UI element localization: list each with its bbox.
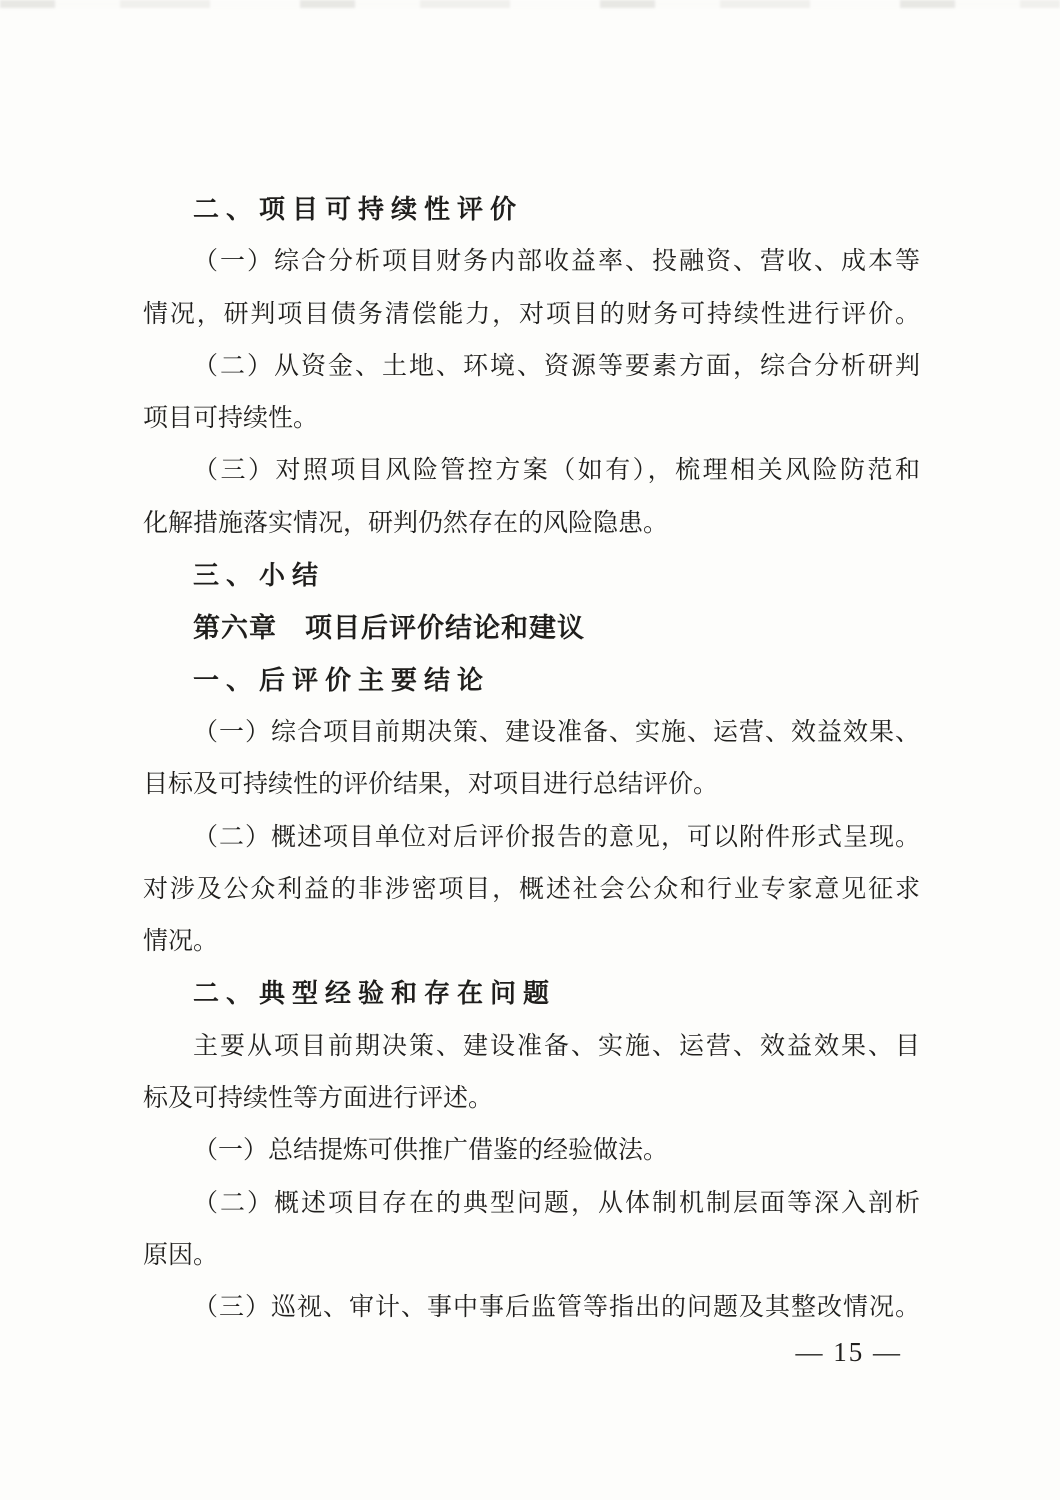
doc-line-body: 情况，研判项目债务清偿能力，对项目的财务可持续性进行评价。 [143,300,920,328]
page-number: — 15 — [795,1337,902,1367]
doc-line-body: 情况。 [143,928,219,956]
doc-line-chapter: 第六章 项目后评价结论和建议 [193,613,585,644]
doc-line-section: 二、项目可持续性评价 [193,195,524,224]
doc-line-body: （二）概述项目存在的典型问题，从体制机制层面等深入剖析 [193,1189,920,1217]
doc-line-body: （三）巡视、审计、事中事后监管等指出的问题及其整改情况。 [193,1294,920,1322]
doc-line-body: （三）对照项目风险管控方案（如有），梳理相关风险防范和 [193,457,920,485]
doc-line-section: 一、后评价主要结论 [193,665,491,695]
doc-line-body: 目标及可持续性的评价结果，对项目进行总结评价。 [143,771,719,799]
document-text [143,184,920,1335]
doc-line-body: 标及可持续性等方面进行评述。 [143,1085,494,1113]
doc-line-body: （二）概述项目单位对后评价报告的意见，可以附件形式呈现。 [193,823,920,851]
doc-line-body: 化解措施落实情况，研判仍然存在的风险隐患。 [143,509,669,537]
doc-line-section: 三、小结 [193,561,326,591]
doc-line-body: 项目可持续性。 [143,405,319,433]
doc-line-body: 原因。 [143,1241,219,1269]
doc-line-body: （一）综合分析项目财务内部收益率、投融资、营收、成本等 [193,248,920,276]
doc-line-section: 二、典型经验和存在问题 [193,979,557,1009]
doc-line-body: （一）综合项目前期决策、建设准备、实施、运营、效益效果、 [193,718,920,746]
doc-line-body: 对涉及公众利益的非涉密项目，概述社会公众和行业专家意见征求 [143,875,920,903]
doc-line-body: 主要从项目前期决策、建设准备、实施、运营、效益效果、目 [193,1032,920,1060]
doc-line-body: （一）总结提炼可供推广借鉴的经验做法。 [193,1137,669,1165]
scan-artifact-top [0,0,1060,8]
doc-line-body: （二）从资金、土地、环境、资源等要素方面，综合分析研判 [193,352,920,380]
